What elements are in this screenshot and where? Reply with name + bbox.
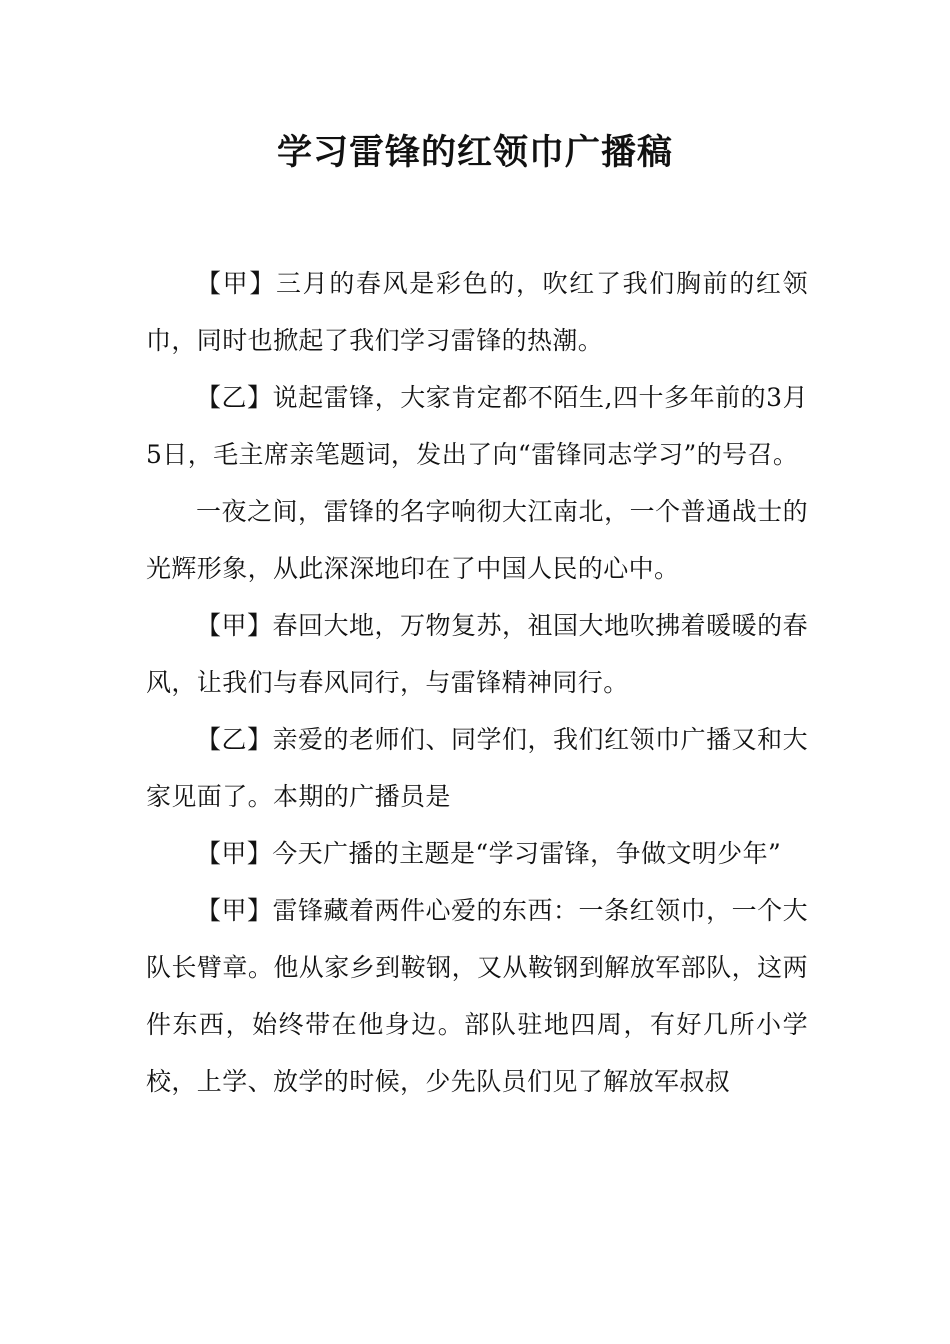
- document-body: [146, 255, 808, 1110]
- paragraph-7: 【甲】雷锋藏着两件心爱的东西：一条红领巾，一个大队长臂章。他从家乡到鞍钢，又从鞍钢到解放军部队，这两件东西，始终带在他身边。部队驻地四周，有好几所小学校，上学、放学的时候，少先队员们见了解放军叔叔: [146, 896, 808, 1096]
- document-title: 学习雷锋的红领巾广播稿: [276, 132, 673, 173]
- paragraph-5: 【乙】亲爱的老师们、同学们，我们红领巾广播又和大家见面了。本期的广播员是: [146, 725, 808, 811]
- paragraph-2: 【乙】说起雷锋，大家肯定都不陌生,四十多年前的3月5日，毛主席亲笔题词，发出了向“雷锋同志学习”的号召。: [146, 383, 808, 469]
- paragraph-6: 【甲】今天广播的主题是“学习雷锋，争做文明少年”: [196, 839, 782, 868]
- paragraph-4: 【甲】春回大地，万物复苏，祖国大地吹拂着暖暖的春风，让我们与春风同行，与雷锋精神同行。: [146, 611, 808, 697]
- paragraph-1: 【甲】三月的春风是彩色的，吹红了我们胸前的红领巾，同时也掀起了我们学习雷锋的热潮。: [146, 269, 808, 355]
- paragraph-3: 一夜之间，雷锋的名字响彻大江南北，一个普通战士的光辉形象，从此深深地印在了中国人民的心中。: [146, 497, 808, 583]
